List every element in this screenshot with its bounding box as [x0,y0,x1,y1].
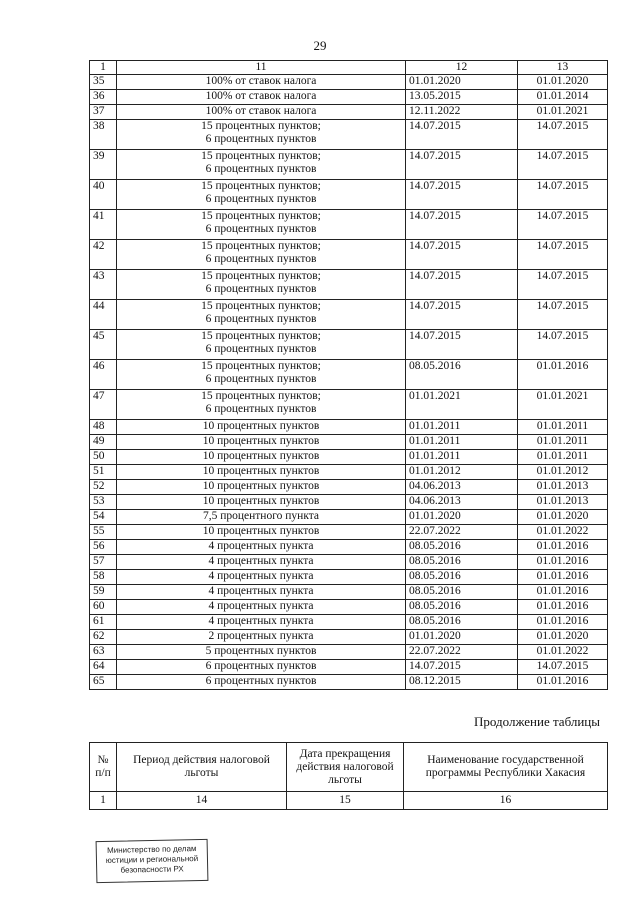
row-number: 37 [90,105,117,120]
benefit-cell [117,105,406,120]
effective-date-cell: 01.01.2022 [518,525,608,540]
benefit-line: 15 процентных пунктов; [201,150,321,162]
effective-date-cell: 14.07.2015 [518,270,608,300]
benefit-line: 6 процентных пунктов [205,675,317,687]
table-row [90,495,608,510]
effective-date-cell: 01.01.2014 [518,90,608,105]
tax-benefits-table [89,60,608,690]
row-number: 54 [90,510,117,525]
continuation-label: Продолжение таблицы [474,714,600,729]
benefit-cell [117,510,406,525]
benefit-line: 6 процентных пунктов [205,223,317,235]
row-number: 41 [90,210,117,240]
column-number: 16 [404,792,608,810]
start-date-cell: 08.12.2015 [406,675,518,690]
benefit-line: 100% от ставок налога [205,75,317,87]
start-date-cell: 14.07.2015 [406,180,518,210]
effective-date-cell: 14.07.2015 [518,660,608,675]
table-row [90,555,608,570]
start-date-cell: 08.05.2016 [406,540,518,555]
benefit-line: 15 процентных пунктов; [201,180,321,192]
table-row [90,90,608,105]
start-date-cell: 01.01.2011 [406,435,518,450]
benefit-cell [117,150,406,180]
row-number: 55 [90,525,117,540]
benefit-line: 15 процентных пунктов; [201,390,321,402]
benefit-cell [117,555,406,570]
start-date-cell: 01.01.2011 [406,420,518,435]
row-number: 40 [90,180,117,210]
row-number: 38 [90,120,117,150]
benefit-cell [117,630,406,645]
header-cell: 12 [406,61,518,75]
column-number: 1 [90,792,117,810]
row-number: 59 [90,585,117,600]
benefit-line: 4 процентных пункта [208,615,314,627]
row-number: 46 [90,360,117,390]
benefit-line: 10 процентных пунктов [202,495,320,507]
row-number: 49 [90,435,117,450]
row-number: 57 [90,555,117,570]
start-date-cell: 08.05.2016 [406,600,518,615]
effective-date-cell: 01.01.2016 [518,675,608,690]
start-date-cell: 01.01.2011 [406,450,518,465]
table-row [90,615,608,630]
table-row [90,435,608,450]
continuation-header-row [90,743,608,792]
effective-date-cell: 01.01.2011 [518,450,608,465]
effective-date-cell: 01.01.2016 [518,555,608,570]
effective-date-cell: 01.01.2011 [518,420,608,435]
table-row [90,390,608,420]
table-row [90,120,608,150]
start-date-cell: 14.07.2015 [406,330,518,360]
row-number: 39 [90,150,117,180]
column-number: 14 [117,792,287,810]
benefit-line: 10 процентных пунктов [202,480,320,492]
table-row [90,420,608,435]
start-date-cell: 14.07.2015 [406,210,518,240]
row-number: 61 [90,615,117,630]
header-cell: 13 [518,61,608,75]
table-row [90,150,608,180]
start-date-cell: 01.01.2020 [406,630,518,645]
benefit-cell [117,450,406,465]
benefit-line: 6 процентных пунктов [205,660,317,672]
benefit-line: 15 процентных пунктов; [201,330,321,342]
row-number: 51 [90,465,117,480]
table-row [90,240,608,270]
effective-date-cell: 14.07.2015 [518,330,608,360]
table-row [90,465,608,480]
effective-date-cell: 14.07.2015 [518,240,608,270]
start-date-cell: 13.05.2015 [406,90,518,105]
table-row [90,660,608,675]
benefit-cell [117,180,406,210]
benefit-cell [117,540,406,555]
row-number: 48 [90,420,117,435]
start-date-cell: 01.01.2020 [406,75,518,90]
table-row [90,450,608,465]
header-program: Наименование государственной программы Республики Хакасия [404,743,608,792]
effective-date-cell: 01.01.2021 [518,105,608,120]
table-row [90,270,608,300]
benefit-line: 4 процентных пункта [208,585,314,597]
benefit-line: 10 процентных пунктов [202,450,320,462]
start-date-cell: 14.07.2015 [406,300,518,330]
row-number: 64 [90,660,117,675]
table-row [90,675,608,690]
effective-date-cell: 01.01.2016 [518,360,608,390]
start-date-cell: 14.07.2015 [406,120,518,150]
benefit-line: 6 процентных пунктов [205,373,317,385]
start-date-cell: 08.05.2016 [406,615,518,630]
table-row [90,510,608,525]
benefit-line: 6 процентных пунктов [205,313,317,325]
table-row [90,570,608,585]
benefit-line: 4 процентных пункта [208,555,314,567]
effective-date-cell: 14.07.2015 [518,150,608,180]
benefit-cell [117,645,406,660]
effective-date-cell: 14.07.2015 [518,300,608,330]
table-row [90,630,608,645]
benefit-line: 100% от ставок налога [205,105,317,117]
benefit-cell [117,525,406,540]
benefit-line: 10 процентных пунктов [202,465,320,477]
row-number: 50 [90,450,117,465]
benefit-cell [117,585,406,600]
row-number: 52 [90,480,117,495]
start-date-cell: 12.11.2022 [406,105,518,120]
table-row [90,645,608,660]
benefit-line: 15 процентных пунктов; [201,270,321,282]
effective-date-cell: 01.01.2016 [518,570,608,585]
row-number: 53 [90,495,117,510]
benefit-line: 10 процентных пунктов [202,420,320,432]
start-date-cell: 22.07.2022 [406,645,518,660]
benefit-line: 6 процентных пунктов [205,133,317,145]
effective-date-cell: 14.07.2015 [518,210,608,240]
effective-date-cell: 01.01.2013 [518,480,608,495]
row-number: 44 [90,300,117,330]
benefit-cell [117,390,406,420]
benefit-line: 4 процентных пункта [208,600,314,612]
row-number: 42 [90,240,117,270]
row-number: 47 [90,390,117,420]
effective-date-cell: 01.01.2011 [518,435,608,450]
table-header-row [90,61,608,75]
row-number: 63 [90,645,117,660]
effective-date-cell: 01.01.2016 [518,615,608,630]
row-number: 56 [90,540,117,555]
effective-date-cell: 01.01.2016 [518,585,608,600]
benefit-line: 6 процентных пунктов [205,283,317,295]
header-cell: 11 [117,61,406,75]
stamp-line: юстиции и региональной [105,854,199,865]
start-date-cell: 08.05.2016 [406,555,518,570]
stamp-line: безопасности РХ [120,864,184,875]
row-number: 60 [90,600,117,615]
row-number: 58 [90,570,117,585]
benefit-cell [117,600,406,615]
table-row [90,180,608,210]
header-cell: 1 [90,61,117,75]
benefit-cell [117,435,406,450]
header-period: Период действия налоговой льготы [117,743,287,792]
row-number: 45 [90,330,117,360]
benefit-cell [117,570,406,585]
benefit-cell [117,675,406,690]
start-date-cell: 14.07.2015 [406,270,518,300]
benefit-cell [117,420,406,435]
row-number: 62 [90,630,117,645]
table-row [90,585,608,600]
benefit-cell [117,270,406,300]
column-number: 15 [287,792,404,810]
table-row [90,600,608,615]
start-date-cell: 14.07.2015 [406,240,518,270]
effective-date-cell: 01.01.2016 [518,540,608,555]
benefit-cell [117,330,406,360]
benefit-line: 15 процентных пунктов; [201,360,321,372]
start-date-cell: 08.05.2016 [406,570,518,585]
table-row [90,300,608,330]
row-number: 35 [90,75,117,90]
ministry-stamp [96,839,209,883]
benefit-cell [117,465,406,480]
benefit-cell [117,495,406,510]
header-number: № п/п [90,743,117,792]
stamp-line: Министерство по делам [106,844,197,855]
effective-date-cell: 14.07.2015 [518,180,608,210]
benefit-line: 6 процентных пунктов [205,343,317,355]
benefit-line: 15 процентных пунктов; [201,300,321,312]
benefit-line: 4 процентных пункта [208,540,314,552]
table-row [90,525,608,540]
benefit-line: 4 процентных пункта [208,570,314,582]
benefit-cell [117,360,406,390]
benefit-cell [117,90,406,105]
effective-date-cell: 01.01.2013 [518,495,608,510]
row-number: 43 [90,270,117,300]
benefit-line: 10 процентных пунктов [202,435,320,447]
effective-date-cell: 01.01.2016 [518,600,608,615]
benefit-cell [117,300,406,330]
benefit-cell [117,660,406,675]
row-number: 65 [90,675,117,690]
benefit-cell [117,615,406,630]
effective-date-cell: 01.01.2020 [518,510,608,525]
table-row [90,360,608,390]
start-date-cell: 04.06.2013 [406,480,518,495]
effective-date-cell: 01.01.2012 [518,465,608,480]
start-date-cell: 08.05.2016 [406,360,518,390]
header-end-date: Дата прекращения действия налоговой льготы [287,743,404,792]
effective-date-cell: 14.07.2015 [518,120,608,150]
effective-date-cell: 01.01.2020 [518,75,608,90]
start-date-cell: 01.01.2021 [406,390,518,420]
table-row [90,210,608,240]
benefit-line: 15 процентных пунктов; [201,120,321,132]
benefit-line: 6 процентных пунктов [205,193,317,205]
row-number: 36 [90,90,117,105]
continuation-number-row [90,792,608,810]
effective-date-cell: 01.01.2021 [518,390,608,420]
table-row [90,540,608,555]
benefit-cell [117,75,406,90]
benefit-cell [117,240,406,270]
table-row [90,75,608,90]
start-date-cell: 04.06.2013 [406,495,518,510]
benefit-cell [117,120,406,150]
benefit-line: 2 процентных пункта [208,630,314,642]
benefit-line: 6 процентных пунктов [205,403,317,415]
effective-date-cell: 01.01.2020 [518,630,608,645]
benefit-line: 10 процентных пунктов [202,525,320,537]
benefit-line: 15 процентных пунктов; [201,240,321,252]
effective-date-cell: 01.01.2022 [518,645,608,660]
benefit-cell [117,210,406,240]
start-date-cell: 14.07.2015 [406,150,518,180]
start-date-cell: 22.07.2022 [406,525,518,540]
benefit-line: 15 процентных пунктов; [201,210,321,222]
table-row [90,330,608,360]
benefit-line: 100% от ставок налога [205,90,317,102]
start-date-cell: 01.01.2012 [406,465,518,480]
page-number: 29 [313,38,327,53]
table-row [90,105,608,120]
start-date-cell: 08.05.2016 [406,585,518,600]
benefit-line: 6 процентных пунктов [205,163,317,175]
benefit-cell [117,480,406,495]
benefit-line: 6 процентных пунктов [205,253,317,265]
benefit-line: 5 процентных пунктов [205,645,317,657]
continuation-table [89,742,608,810]
start-date-cell: 14.07.2015 [406,660,518,675]
benefit-line: 7,5 процентного пункта [202,510,320,522]
start-date-cell: 01.01.2020 [406,510,518,525]
table-row [90,480,608,495]
